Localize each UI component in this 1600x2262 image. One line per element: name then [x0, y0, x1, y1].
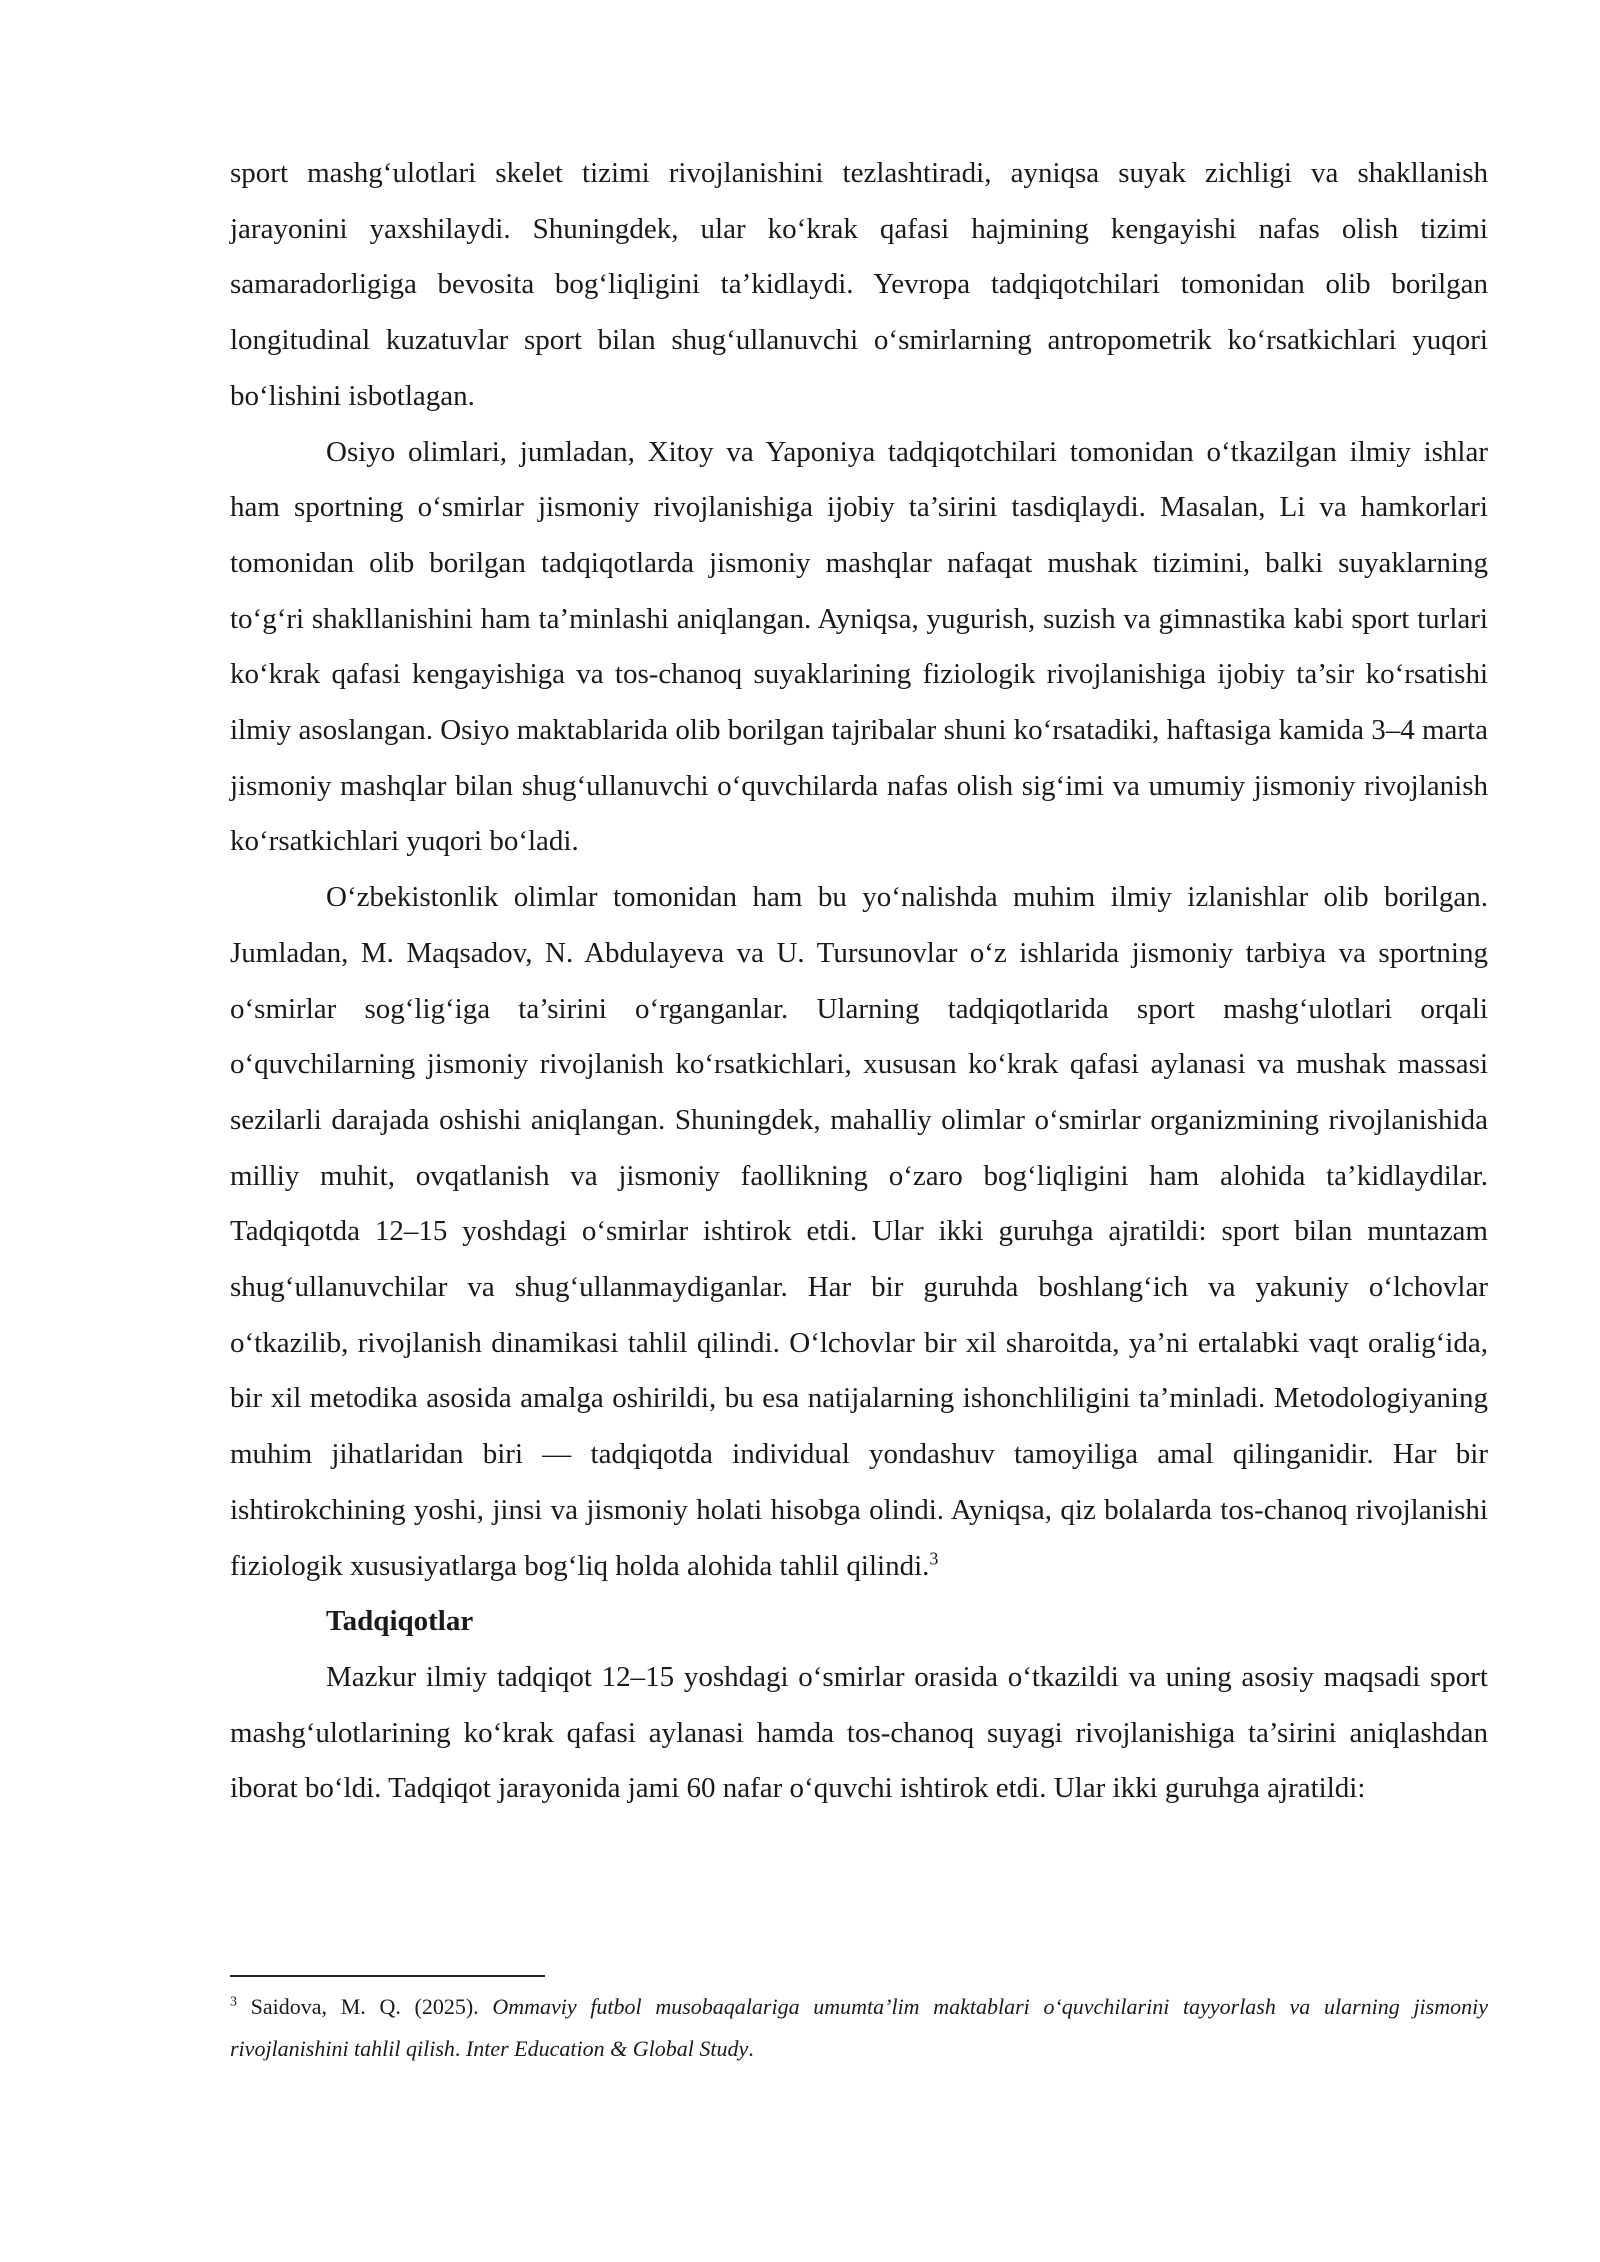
paragraph-4: Mazkur ilmiy tadqiqot 12–15 yoshdagi o‘smirlar orasida o‘tkazildi va uning asosiy maqsadi sport mashg‘ulotlarining ko‘krak qafasi aylanasi hamda tos-chanoq suyagi rivojlanishiga ta’sirini aniqlashdan iborat bo‘ldi. Tadqiqot jarayonida jami 60 nafar o‘quvchi ishtirok etdi. Ular ikki guruhga ajratildi: — [230, 1660, 1488, 1805]
paragraph-2: Osiyo olimlari, jumladan, Xitoy va Yaponiya tadqiqotchilari tomonidan o‘tkazilgan ilmiy ishlar ham sportning o‘smirlar jismoniy rivojlanishiga ijobiy ta’sirini tasdiqlaydi. Masalan, Li va hamkorlari tomonidan olib borilgan tadqiqotlarda jismoniy mashqlar nafaqat mushak tizimini, balki suyaklarning to‘g‘ri shakllanishini ham ta’minlashi aniqlangan. Ayniqsa, yugurish, suzish va gimnastika kabi sport turlari ko‘krak qafasi kengayishiga va tos-chanoq suyaklarining fiziologik rivojlanishiga ijobiy ta’sir ko‘rsatishi ilmiy asoslangan. Osiyo maktablarida olib borilgan tajribalar shuni ko‘rsatadiki, haftasiga kamida 3–4 marta jismoniy mashqlar bilan shug‘ullanuvchi o‘quvchilarda nafas olish sig‘imi va umumiy jismoniy rivojlanish ko‘rsatkichlari yuqori bo‘ladi. — [230, 435, 1488, 858]
footnote-journal: Inter Education & Global Study — [465, 2036, 749, 2061]
footnote-end: . — [748, 2036, 754, 2061]
footnote-reference[interactable]: 3 — [929, 1547, 939, 1568]
footnote-number: 3 — [230, 1994, 237, 2010]
footnote-separator — [230, 1975, 545, 1977]
footnote-3 — [230, 1986, 1488, 2070]
footnote-title: Ommaviy futbol musobaqalariga umumta’lim maktablari o‘quvchilarini tayyorlash va ularning jismoniy rivojlanishini tahlil qilish — [230, 1994, 1488, 2061]
body-text — [230, 146, 1488, 1817]
footnote-separator-text: . — [454, 2036, 466, 2061]
footnote-authors: Saidova, M. Q. (2025). — [250, 1994, 493, 2019]
paragraph-3-text: O‘zbekistonlik olimlar tomonidan ham bu yo‘nalishda muhim ilmiy izlanishlar olib borilgan. Jumladan, M. Maqsadov, N. Abdulayeva va U. Tursunovlar o‘z ishlarida jismoniy tarbiya va sportning o‘smirlar sog‘lig‘iga ta’sirini o‘rganganlar. Ularning tadqiqotlarida sport mashg‘ulotlari orqali o‘quvchilarning jismoniy rivojlanish ko‘rsatkichlari, xususan ko‘krak qafasi aylanasi va mushak massasi sezilarli darajada oshishi aniqlangan. Shuningdek, mahalliy olimlar o‘smirlar organizmining rivojlanishida milliy muhit, ovqatlanish va jismoniy faollikning o‘zaro bog‘liqligini ham alohida ta’kidlaydilar. Tadqiqotda 12–15 yoshdagi o‘smirlar ishtirok etdi. Ular ikki guruhga ajratildi: sport bilan muntazam shug‘ullanuvchilar va shug‘ullanmaydiganlar. Har bir guruhda boshlang‘ich va yakuniy o‘lchovlar o‘tkazilib, rivojlanish dinamikasi tahlil qilindi. O‘lchovlar bir xil sharoitda, ya’ni ertalabki vaqt oralig‘ida, bir xil metodika asosida amalga oshirildi, bu esa natijalarning ishonchliligini ta’minladi. Metodologiyaning muhim jihatlaridan biri — tadqiqotda individual yondashuv tamoyiliga amal qilinganidir. Har bir ishtirokchining yoshi, jinsi va jismoniy holati hisobga olindi. Ayniqsa, qiz bolalarda tos-chanoq rivojlanishi fiziologik xususiyatlarga bog‘liq holda alohida tahlil qilindi. — [230, 881, 1488, 1582]
paragraph-3 — [230, 870, 1488, 1594]
footnote-area — [230, 1986, 1488, 2070]
section-heading: Tadqiqotlar — [326, 1605, 474, 1638]
paragraph-1: sport mashg‘ulotlari skelet tizimi rivojlanishini tezlashtiradi, ayniqsa suyak zichligi va shakllanish jarayonini yaxshilaydi. Shuningdek, ular ko‘krak qafasi hajmining kengayishi nafas olish tizimi samaradorligiga bevosita bog‘liqligini ta’kidlaydi. Yevropa tadqiqotchilari tomonidan olib borilgan longitudinal kuzatuvlar sport bilan shug‘ullanuvchi o‘smirlarning antropometrik ko‘rsatkichlari yuqori bo‘lishini isbotlagan. — [230, 157, 1488, 412]
